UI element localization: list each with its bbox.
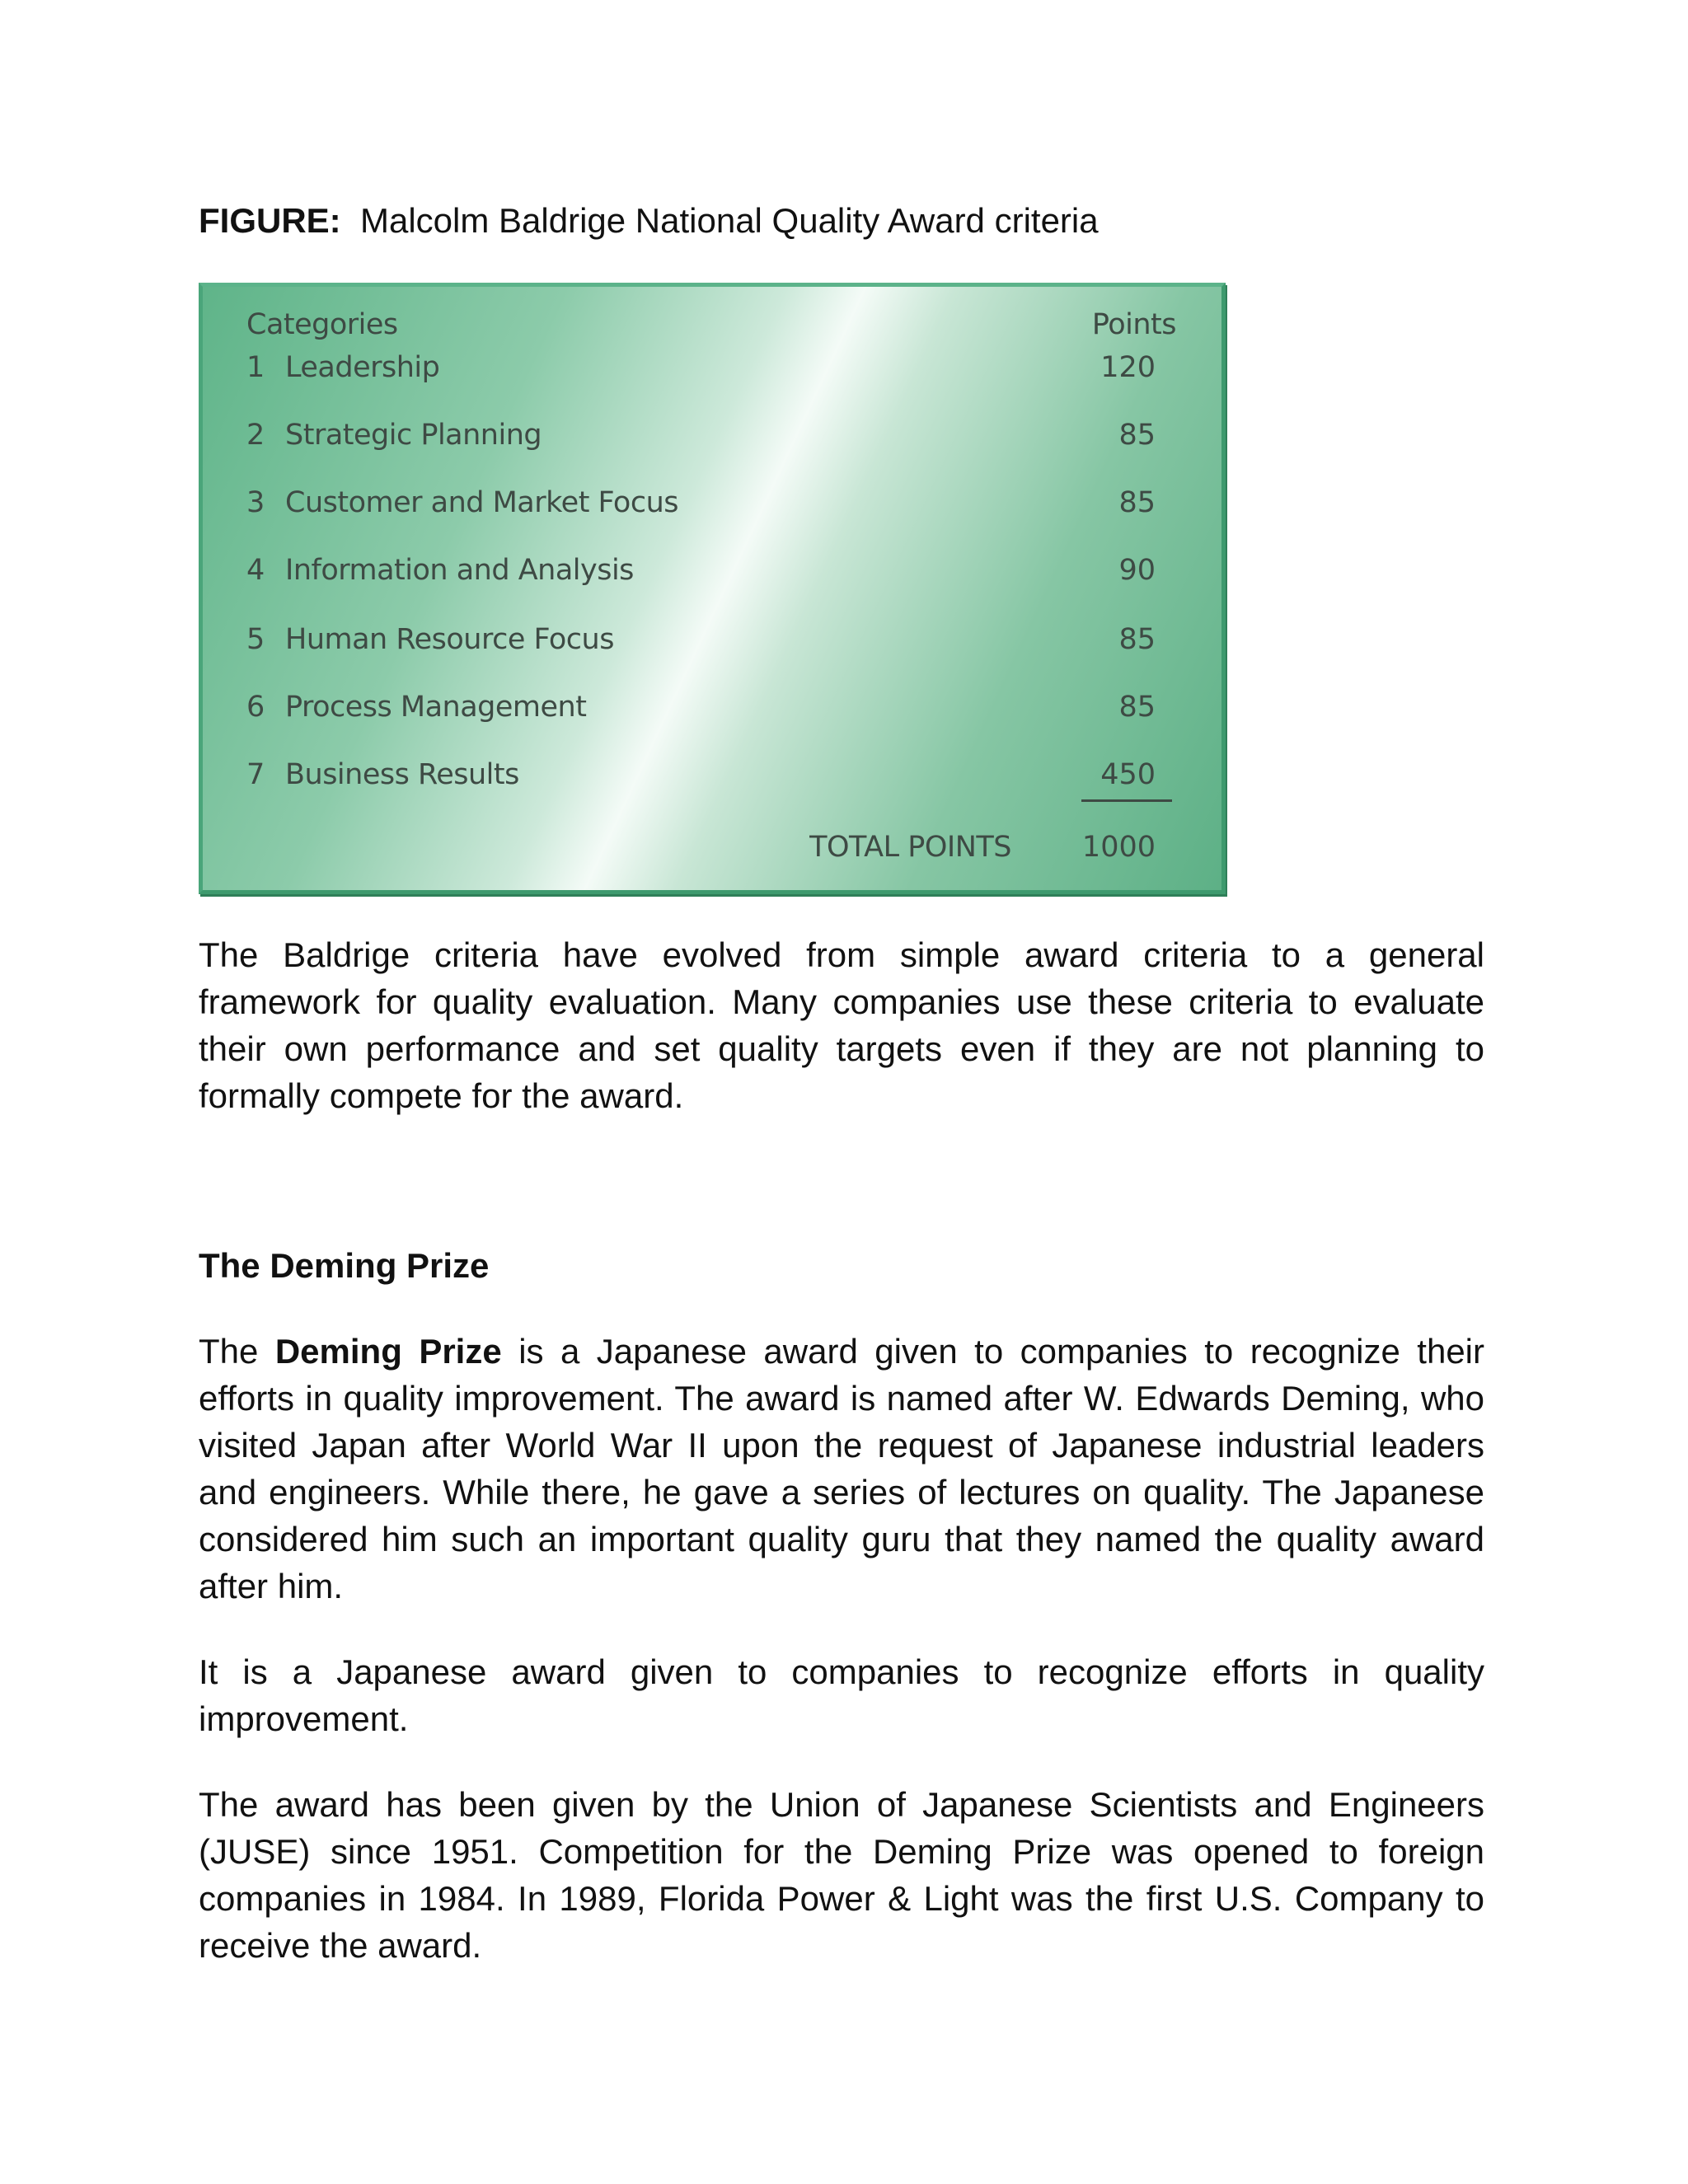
row-category: Process Management <box>285 691 587 724</box>
row-number: 4 <box>246 554 265 587</box>
row-category: Information and Analysis <box>285 554 634 587</box>
row-number: 6 <box>246 691 265 724</box>
figure-caption-text: Malcolm Baldrige National Quality Award criteria <box>360 201 1099 240</box>
total-points-value: 1000 <box>1081 831 1156 864</box>
paragraph-japanese-award: It is a Japanese award given to companies to recognize efforts in quality improvement. <box>199 1652 1484 1738</box>
row-number: 2 <box>246 419 265 452</box>
row-points: 85 <box>1118 623 1156 656</box>
row-category: Business Results <box>285 758 519 791</box>
row-category: Leadership <box>285 351 440 384</box>
subtotal-rule <box>1081 799 1172 802</box>
deming-text: is a Japanese award given to companies to recognize their efforts in quality improvement. The award is named after W. Edwards Deming, who visited Japan after World War II upon the request of Japanese industrial leaders and engineers. While there, he gave a series of lectures on quality. The Japanese considered him such an important quality guru that they named the quality award after him. <box>199 1332 1484 1605</box>
table-row <box>203 758 1221 799</box>
row-points: 120 <box>1100 351 1156 384</box>
section-heading: The Deming Prize <box>199 1246 490 1285</box>
row-category: Customer and Market Focus <box>285 486 679 519</box>
deming-prefix: The <box>199 1332 259 1371</box>
row-points: 85 <box>1118 691 1156 724</box>
table-row <box>203 691 1221 732</box>
row-category: Strategic Planning <box>285 419 542 452</box>
table-row <box>203 623 1221 664</box>
deming-bold-term: Deming Prize <box>274 1332 502 1371</box>
figure-caption <box>199 198 1099 244</box>
categories-header: Categories <box>246 308 398 341</box>
row-number: 3 <box>246 486 265 519</box>
paragraph-deming <box>199 1328 1484 1610</box>
total-points-label: TOTAL POINTS <box>809 831 1011 864</box>
points-header: Points <box>1091 308 1176 341</box>
paragraph-baldrige: The Baldrige criteria have evolved from simple award criteria to a general framework for quality evaluation. Many companies use these criteria to evaluate their own performance and set quality targets even if they are not planning to formally compete for the award. <box>199 935 1484 1115</box>
row-points: 85 <box>1118 419 1156 452</box>
row-points: 90 <box>1118 554 1156 587</box>
row-number: 7 <box>246 758 265 791</box>
row-points: 450 <box>1100 758 1156 791</box>
row-number: 1 <box>246 351 265 384</box>
table-row <box>203 351 1221 392</box>
baldrige-criteria-table <box>199 283 1226 894</box>
paragraph-juse: The award has been given by the Union of Japanese Scientists and Engineers (JUSE) since 1951. Competition for the Deming Prize was opened to foreign companies in 1984. In 1989, Florida Power & Light was the first U.S. Company to receive the award. <box>199 1785 1484 1965</box>
row-number: 5 <box>246 623 265 656</box>
figure-caption-label: FIGURE: <box>199 201 341 240</box>
table-row <box>203 554 1221 595</box>
row-points: 85 <box>1118 486 1156 519</box>
table-row <box>203 419 1221 460</box>
table-row <box>203 486 1221 527</box>
row-category: Human Resource Focus <box>285 623 614 656</box>
